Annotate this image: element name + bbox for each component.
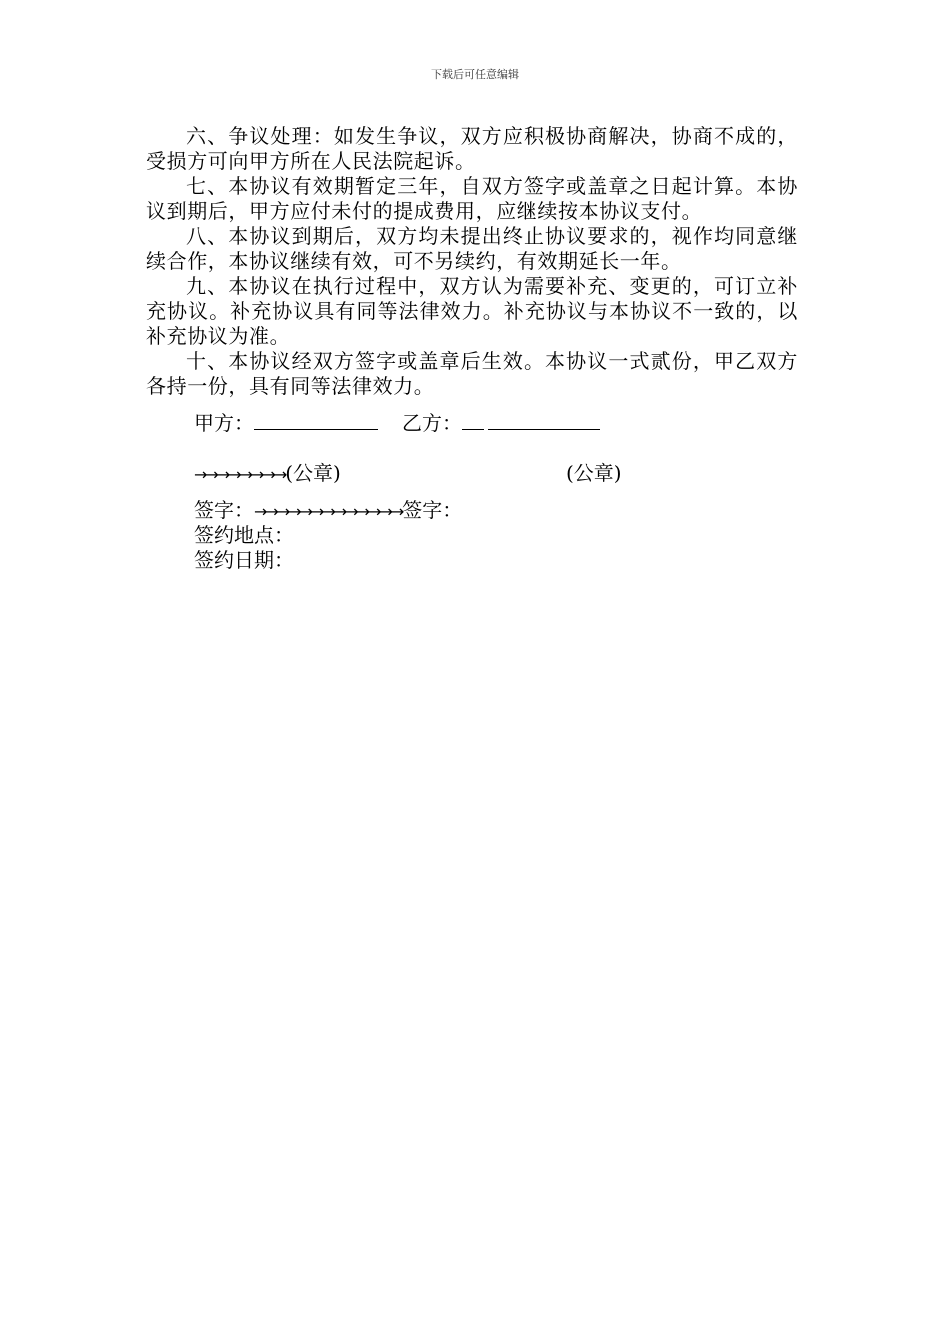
clause-8: 八、本协议到期后，双方均未提出终止协议要求的，视作均同意继续合作，本协议继续有效，可不另续约，有效期延长一年。 [146,224,798,273]
sign-arrows: →→→→→→→→→→→→→ [254,502,403,521]
sign-b-label: 签字： [402,498,463,522]
seal-a-arrows: →→→→→→→→ [194,465,286,484]
clause-6: 六、争议处理：如发生争议，双方应积极协商解决，协商不成的，受损方可向甲方所在人民法院起诉。 [146,124,798,173]
clause-10: 十、本协议经双方签字或盖章后生效。本协议一式贰份，甲乙双方各持一份，具有同等法律效力。 [146,349,798,398]
sign-place: 签约地点： [194,523,294,547]
sign-date: 签约日期： [194,548,294,572]
sign-a-label: 签字： [194,498,254,522]
seal-a-label: (公章) [285,461,341,485]
clause-7: 七、本协议有效期暂定三年，自双方签字或盖章之日起计算。本协议到期后，甲方应付未付的提成费用，应继续按本协议支付。 [146,174,798,223]
seal-b-label: (公章) [566,461,622,485]
party-b-label: 乙方： [402,411,462,435]
clause-9: 九、本协议在执行过程中，双方认为需要补充、变更的，可订立补充协议。补充协议具有同等法律效力。补充协议与本协议不一致的，以补充协议为准。 [146,274,798,348]
seal-line [194,461,341,487]
party-a-label: 甲方： [194,411,254,435]
agreement-body [146,124,798,399]
page-header: 下载后可任意编辑 [431,68,519,81]
party-b-blank-short [462,411,484,430]
party-a-blank [254,411,378,430]
party-line [194,411,600,436]
sign-line [194,498,462,524]
party-b-blank [488,411,600,430]
